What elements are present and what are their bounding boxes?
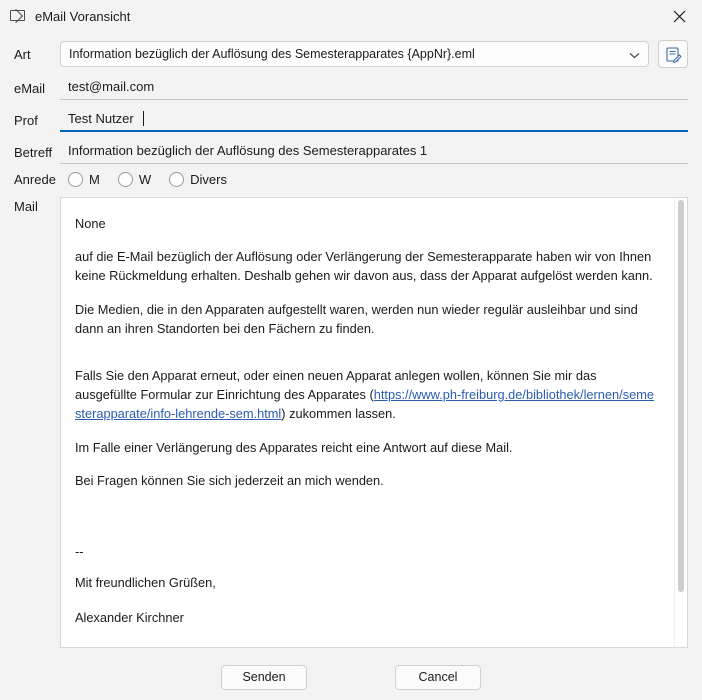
anrede-option-m[interactable] <box>68 172 100 187</box>
mail-scrollbar[interactable] <box>674 198 687 647</box>
mail-paragraph: Bei Fragen können Sie sich jederzeit an mich wenden. <box>75 472 384 488</box>
anrede-option-label: Divers <box>190 172 227 187</box>
row-betreff <box>14 140 688 164</box>
prof-field-wrap <box>60 108 688 132</box>
close-icon <box>673 10 686 23</box>
edit-document-icon <box>665 46 682 63</box>
anrede-radio-group <box>60 172 245 187</box>
row-anrede <box>14 172 688 187</box>
mail-body-text[interactable] <box>61 198 674 647</box>
mail-scrollbar-thumb[interactable] <box>678 200 684 592</box>
close-button[interactable] <box>656 0 702 32</box>
mail-body-box[interactable] <box>60 197 688 648</box>
mail-paragraph: Die Medien, die in den Apparaten aufgestellt waren, werden nun wieder regulär ausleihbar und sind dann an ihren Standorten bei den Fächern zu finden. <box>75 301 638 336</box>
mail-paragraph: None <box>75 216 106 231</box>
radio-icon <box>169 172 184 187</box>
betreff-field-wrap <box>60 140 688 164</box>
anrede-option-label: M <box>89 172 100 187</box>
email-input[interactable] <box>60 76 688 100</box>
text-caret <box>143 111 144 126</box>
prof-label: Prof <box>14 112 38 128</box>
radio-icon <box>68 172 83 187</box>
form-area <box>0 32 702 654</box>
send-button[interactable]: Senden <box>221 665 307 690</box>
mail-sender-name: Alexander Kirchner <box>75 610 184 626</box>
anrede-label: Anrede <box>14 172 56 187</box>
edit-template-button[interactable] <box>658 40 688 68</box>
mail-closing: Mit freundlichen Grüßen, <box>75 575 216 591</box>
betreff-input[interactable] <box>60 140 688 164</box>
cancel-button[interactable]: Cancel <box>395 665 481 690</box>
anrede-option-label: W <box>138 172 152 187</box>
betreff-label: Betreff <box>14 144 53 160</box>
art-combobox[interactable] <box>60 41 649 67</box>
mail-link-before: Falls Sie den Apparat erneut, oder einen neuen Apparat anlegen wollen, können Sie mir das ausgefüllte Formular zur Einrichtung des Apparates ( <box>75 367 597 403</box>
title-bar <box>0 0 702 32</box>
art-field-wrap <box>60 40 688 68</box>
art-combobox-value: Information bezüglich der Auflösung des Semesterapparates {AppNr}.eml <box>69 47 475 61</box>
email-label: eMail <box>14 80 46 96</box>
radio-icon <box>118 172 133 187</box>
chevron-down-icon <box>629 47 640 62</box>
mail-paragraph: Im Falle einer Verlängerung des Apparates reicht eine Antwort auf diese Mail. <box>75 439 513 455</box>
mail-paragraph: auf die E-Mail bezüglich der Auflösung oder Verlängerung der Semesterapparate haben wir von Ihnen keine Rückmeldung erhalten. Deshalb gehen wir davon aus, dass der Apparat aufgelöst werden kann. <box>75 249 653 284</box>
mail-signature-separator: -- <box>75 543 84 559</box>
window-title: eMail Voransicht <box>35 8 131 24</box>
mail-label: Mail <box>14 199 38 214</box>
footer-buttons <box>0 654 702 700</box>
row-prof <box>14 108 688 132</box>
row-art <box>14 40 688 68</box>
formular-link[interactable]: https://www.ph-freiburg.de/bibliothek/lernen/semesterapparate/info-lehrende-sem.html <box>75 387 655 422</box>
mail-paragraph-with-link <box>75 366 658 424</box>
email-field-wrap <box>60 76 688 100</box>
row-email <box>14 76 688 100</box>
row-mail <box>14 197 688 648</box>
prof-input[interactable] <box>60 108 688 132</box>
art-label: Art <box>14 46 31 62</box>
envelope-icon <box>10 8 26 24</box>
mail-link-after: ) zukommen lassen. <box>281 406 396 422</box>
anrede-option-divers[interactable] <box>169 172 227 187</box>
anrede-option-w[interactable] <box>118 172 151 187</box>
